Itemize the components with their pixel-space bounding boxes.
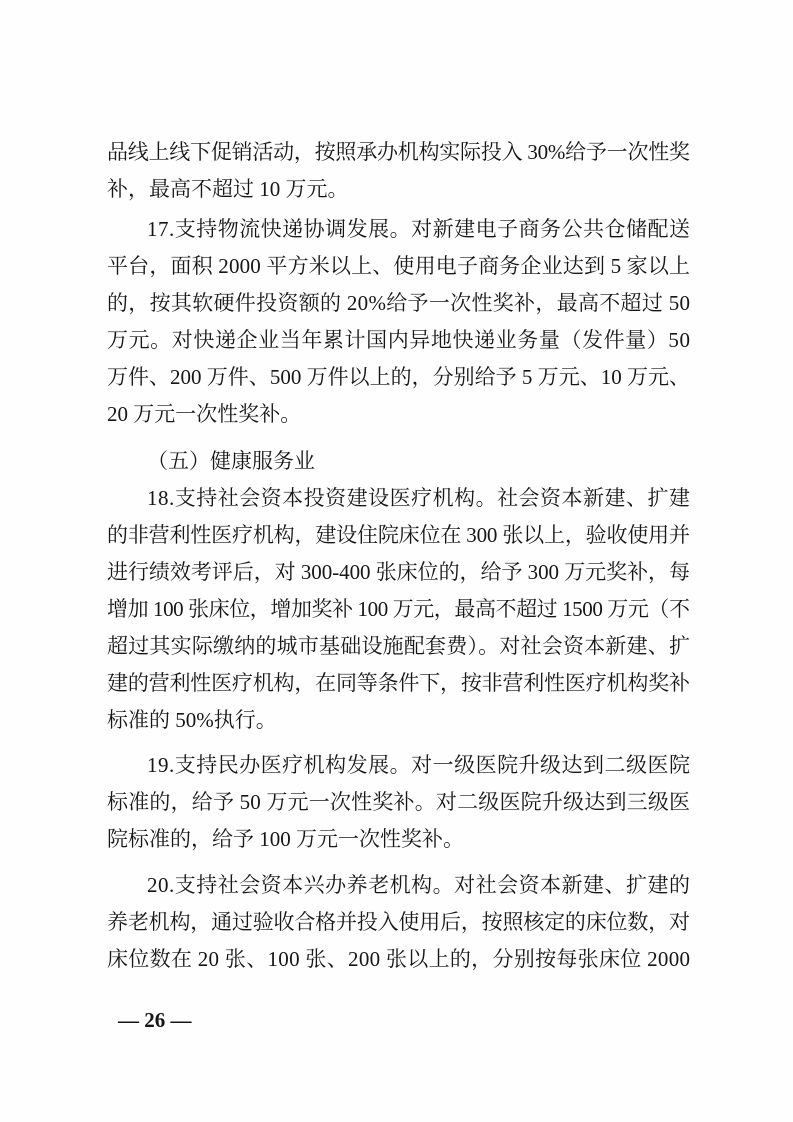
text-line: 平台，面积 2000 平方米以上、使用电子商务企业达到 5 家以上 <box>107 254 691 278</box>
text-line: 标准的 50%执行。 <box>107 708 277 732</box>
text-line: 建的营利性医疗机构，在同等条件下，按非营利性医疗机构奖补 <box>107 671 690 695</box>
text-line: 万件、200 万件、500 万件以上的，分别给予 5 万元、10 万元、 <box>107 365 690 389</box>
text-line: 标准的，给予 50 万元一次性奖补。对二级医院升级达到三级医 <box>107 790 691 814</box>
text-line: 20 万元一次性奖补。 <box>107 402 302 426</box>
text-line: 超过其实际缴纳的城市基础设施配套费）。对社会资本新建、扩 <box>107 634 691 658</box>
text-line: 20.支持社会资本兴办养老机构。对社会资本新建、扩建的 <box>147 873 691 897</box>
text-line: 万元。对快递企业当年累计国内异地快递业务量（发件量）50 <box>107 328 691 352</box>
paragraph-continued <box>107 134 690 208</box>
text-line: 的，按其软硬件投资额的 20%给予一次性奖补，最高不超过 50 <box>107 291 691 315</box>
text-line: 院标准的，给予 100 万元一次性奖补。 <box>107 827 464 851</box>
body-text <box>107 134 690 978</box>
text-line: 养老机构，通过验收合格并投入使用后，按照核定的床位数，对 <box>107 910 690 934</box>
text-line: 的非营利性医疗机构，建设住院床位在 300 张以上，验收使用并 <box>107 523 690 547</box>
page-number: — 26 — <box>118 1008 192 1032</box>
text-line: 床位数在 20 张、100 张、200 张以上的，分别按每张床位 2000 <box>107 947 691 971</box>
paragraph-item-17 <box>107 211 690 433</box>
text-line: 增加 100 张床位，增加奖补 100 万元，最高不超过 1500 万元（不 <box>107 597 690 621</box>
text-line: 18.支持社会资本投资建设医疗机构。社会资本新建、扩建 <box>147 486 691 510</box>
text-line: 19.支持民办医疗机构发展。对一级医院升级达到二级医院 <box>147 753 691 777</box>
paragraph-item-18 <box>107 480 690 739</box>
text-line: 17.支持物流快递协调发展。对新建电子商务公共仓储配送 <box>147 217 691 241</box>
text-line: 补，最高不超过 10 万元。 <box>107 177 349 201</box>
text-line: 品线上线下促销活动，按照承办机构实际投入 30%给予一次性奖 <box>107 140 690 164</box>
paragraph-item-19 <box>107 747 690 858</box>
text-line: 进行绩效考评后，对 300-400 张床位的，给予 300 万元奖补，每 <box>107 560 690 584</box>
paragraph-item-20 <box>107 867 690 978</box>
section-heading-text: （五）健康服务业 <box>147 449 315 473</box>
section-heading <box>107 443 690 480</box>
